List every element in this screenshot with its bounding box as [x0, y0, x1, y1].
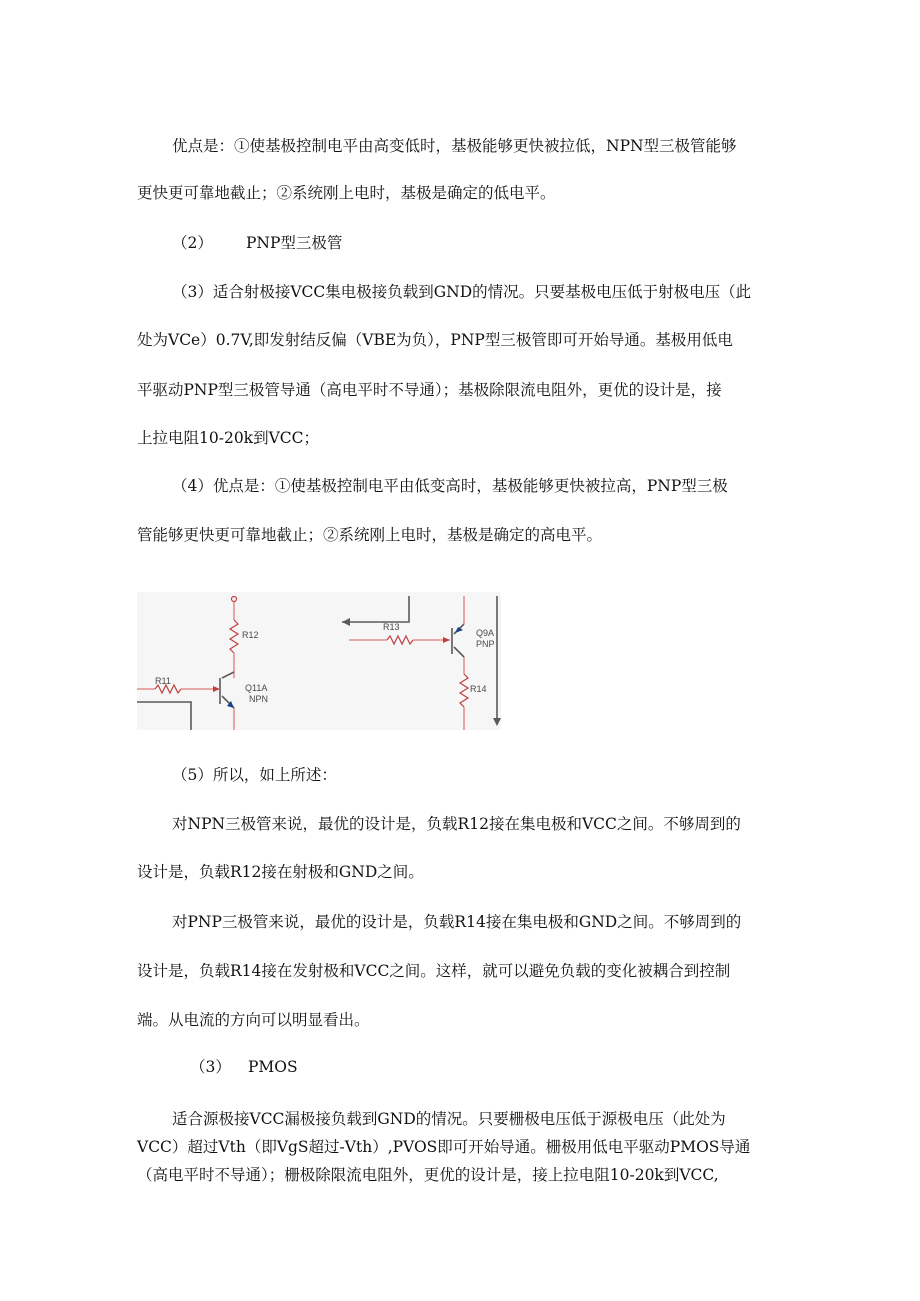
label-r11: R11 [155, 676, 171, 686]
circuit-diagram [137, 592, 501, 730]
paragraph-pnp-best-line1: 对PNP三极管来说，最优的设计是，负载R14接在集电极和GND之间。不够周到的 [172, 913, 742, 931]
paragraph-pmos-line2: VCC）超过Vth（即VgS超过-Vth）,PVOS即可开始导通。栅极用低电平驱动PMOS导通 [137, 1138, 751, 1156]
paragraph-4-line1: （4）优点是：①使基极控制电平由低变高时，基极能够更快被拉高，PNP型三极 [172, 477, 728, 495]
paragraph-pnp-best-line3: 端。从电流的方向可以明显看出。 [137, 1011, 370, 1029]
heading-pnp [172, 233, 342, 253]
label-r14: R14 [470, 684, 487, 694]
label-q9-type: PNP [476, 639, 495, 649]
paragraph-npn-best-line2: 设计是，负载R12接在射极和GND之间。 [137, 863, 424, 881]
heading-pnp-title: PNP型三极管 [246, 234, 343, 252]
paragraph-4-line2: 管能够更快更可靠地截止；②系统刚上电时，基极是确定的高电平。 [137, 526, 603, 544]
paragraph-3-line3: 平驱动PNP型三极管导通（高电平时不导通）；基极除限流电阻外，更优的设计是，接 [137, 381, 722, 399]
paragraph-3-line1: （3）适合射极接VCC集电极接负载到GND的情况。只要基极电压低于射极电压（此 [172, 283, 752, 301]
label-q11-name: Q11A [245, 683, 268, 693]
label-q11-type: NPN [249, 694, 269, 704]
heading-pmos [190, 1057, 298, 1077]
paragraph-npn-advantage-line2: 更快更可靠地截止；②系统刚上电时，基极是确定的低电平。 [137, 184, 556, 202]
label-r12: R12 [242, 630, 259, 640]
paragraph-3-line4: 上拉电阻10-20k到VCC； [137, 429, 319, 447]
label-q9-name: Q9A [476, 628, 495, 638]
paragraph-pnp-best-line2: 设计是，负载R14接在发射极和VCC之间。这样，就可以避免负载的变化被耦合到控制 [137, 962, 731, 980]
heading-pmos-title: PMOS [248, 1058, 298, 1076]
paragraph-npn-best-line1: 对NPN三极管来说，最优的设计是，负载R12接在集电极和VCC之间。不够周到的 [172, 815, 741, 833]
paragraph-3-line2: 处为VCe）0.7V,即发射结反偏（VBE为负），PNP型三极管即可开始导通。基极用低电 [137, 331, 733, 349]
heading-pnp-number: （2） [172, 234, 213, 252]
heading-pmos-number: （3） [190, 1058, 231, 1076]
paragraph-pmos-line3: （高电平时不导通）；栅极除限流电阻外，更优的设计是，接上拉电阻10-20k到VCC, [137, 1166, 719, 1184]
paragraph-5: （5）所以，如上所述： [172, 766, 337, 784]
paragraph-npn-advantage-line1: 优点是：①使基极控制电平由高变低时，基极能够更快被拉低，NPN型三极管能够 [172, 137, 737, 155]
label-r13: R13 [383, 622, 400, 632]
circuit-figure [137, 592, 501, 730]
paragraph-pmos-line1: 适合源极接VCC漏极接负载到GND的情况。只要栅极电压低于源极电压（此处为 [172, 1110, 726, 1128]
